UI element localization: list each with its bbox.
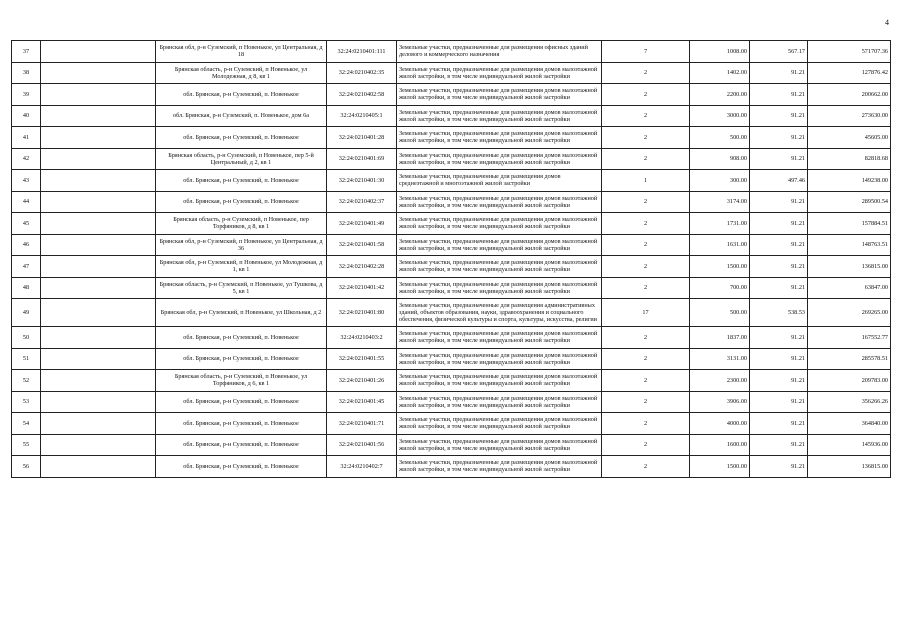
land-use-cell: Земельные участки, предназначенные для размещения офисных зданий делового и коммерческого назначения <box>397 41 602 63</box>
area-cell: 500.00 <box>690 299 750 327</box>
area-cell: 1008.00 <box>690 41 750 63</box>
page-number: 4 <box>885 18 889 27</box>
group-code-cell: 2 <box>602 234 690 256</box>
area-cell: 700.00 <box>690 277 750 299</box>
row-number-cell: 51 <box>12 348 41 370</box>
address-cell: обл. Брянская, р-н Суземский, п. Новенькое <box>156 327 327 349</box>
cadastral-value-cell: 269265.00 <box>808 299 891 327</box>
row-number-cell: 40 <box>12 105 41 127</box>
address-cell: обл. Брянская, р-н Суземский, п. Новенькое <box>156 191 327 213</box>
specific-value-cell: 91.21 <box>750 234 808 256</box>
cadastral-value-cell: 136815.00 <box>808 256 891 278</box>
cadastral-number-cell: 32:24:0210401:56 <box>327 434 397 456</box>
cadastral-value-cell: 200662.00 <box>808 84 891 106</box>
table-row <box>12 234 891 256</box>
address-cell: Брянская обл, р-н Суземский, п Новенькое, ул Молодежная, д 1, кв 1 <box>156 256 327 278</box>
empty-cell <box>41 299 156 327</box>
row-number-cell: 49 <box>12 299 41 327</box>
cadastral-value-cell: 571707.36 <box>808 41 891 63</box>
land-use-cell: Земельные участки, предназначенные для размещения домов малоэтажной жилой застройки, в том числе индивидуальной жилой застройки <box>397 84 602 106</box>
empty-cell <box>41 370 156 392</box>
table-row <box>12 256 891 278</box>
land-use-cell: Земельные участки, предназначенные для размещения домов малоэтажной жилой застройки, в том числе индивидуальной жилой застройки <box>397 127 602 149</box>
empty-cell <box>41 41 156 63</box>
area-cell: 1402.00 <box>690 62 750 84</box>
cadastral-value-cell: 127876.42 <box>808 62 891 84</box>
cadastral-number-cell: 32:24:0210403:2 <box>327 327 397 349</box>
area-cell: 4000.00 <box>690 413 750 435</box>
table-row <box>12 391 891 413</box>
specific-value-cell: 497.46 <box>750 170 808 192</box>
address-cell: обл. Брянская, р-н Суземский, п. Новенькое <box>156 391 327 413</box>
table-row <box>12 105 891 127</box>
land-use-cell: Земельные участки, предназначенные для размещения домов малоэтажной жилой застройки, в том числе индивидуальной жилой застройки <box>397 105 602 127</box>
cadastral-value-cell: 45605.00 <box>808 127 891 149</box>
table-row <box>12 84 891 106</box>
cadastral-number-cell: 32:24:0210402:58 <box>327 84 397 106</box>
land-use-cell: Земельные участки, предназначенные для размещения домов малоэтажной жилой застройки, в том числе индивидуальной жилой застройки <box>397 62 602 84</box>
group-code-cell: 2 <box>602 348 690 370</box>
land-use-cell: Земельные участки, предназначенные для размещения домов малоэтажной жилой застройки, в том числе индивидуальной жилой застройки <box>397 413 602 435</box>
address-cell: Брянская обл, р-н Суземский, п Новенькое, ул Центральная, д 36 <box>156 234 327 256</box>
cadastral-number-cell: 32:24:0210401:28 <box>327 127 397 149</box>
table-row <box>12 370 891 392</box>
row-number-cell: 38 <box>12 62 41 84</box>
row-number-cell: 48 <box>12 277 41 299</box>
specific-value-cell: 91.21 <box>750 348 808 370</box>
specific-value-cell: 567.17 <box>750 41 808 63</box>
cadastral-number-cell: 32:24:0210401:58 <box>327 234 397 256</box>
address-cell: обл. Брянская, р-н Суземский, п. Новенькое <box>156 170 327 192</box>
specific-value-cell: 91.21 <box>750 148 808 170</box>
address-cell: Брянская область, р-н Суземский, п Новенькое, ул Торфяников, д 6, кв 1 <box>156 370 327 392</box>
group-code-cell: 2 <box>602 84 690 106</box>
cadastral-value-cell: 63847.00 <box>808 277 891 299</box>
land-use-cell: Земельные участки, предназначенные для размещения домов малоэтажной жилой застройки, в том числе индивидуальной жилой застройки <box>397 191 602 213</box>
empty-cell <box>41 434 156 456</box>
cadastral-number-cell: 32:24:0210401:80 <box>327 299 397 327</box>
row-number-cell: 44 <box>12 191 41 213</box>
table-row <box>12 62 891 84</box>
group-code-cell: 17 <box>602 299 690 327</box>
row-number-cell: 47 <box>12 256 41 278</box>
group-code-cell: 2 <box>602 62 690 84</box>
land-use-cell: Земельные участки, предназначенные для размещения домов малоэтажной жилой застройки, в том числе индивидуальной жилой застройки <box>397 277 602 299</box>
address-cell: обл. Брянская, р-н Суземский, п. Новенькое <box>156 434 327 456</box>
row-number-cell: 54 <box>12 413 41 435</box>
cadastral-number-cell: 32:24:0210402:35 <box>327 62 397 84</box>
area-cell: 3131.00 <box>690 348 750 370</box>
cadastral-value-cell: 364840.00 <box>808 413 891 435</box>
land-use-cell: Земельные участки, предназначенные для размещения домов малоэтажной жилой застройки, в том числе индивидуальной жилой застройки <box>397 391 602 413</box>
address-cell: обл. Брянская, р-н Суземский, п. Новенькое <box>156 413 327 435</box>
table-row <box>12 348 891 370</box>
row-number-cell: 37 <box>12 41 41 63</box>
cadastral-value-cell: 148763.51 <box>808 234 891 256</box>
table-row <box>12 191 891 213</box>
empty-cell <box>41 413 156 435</box>
cadastral-number-cell: 32:24:0210402:7 <box>327 456 397 478</box>
empty-cell <box>41 234 156 256</box>
area-cell: 1837.00 <box>690 327 750 349</box>
specific-value-cell: 91.21 <box>750 391 808 413</box>
row-number-cell: 53 <box>12 391 41 413</box>
empty-cell <box>41 277 156 299</box>
address-cell: Брянская обл, р-н Суземский, п Новенькое, ул Школьная, д 2 <box>156 299 327 327</box>
address-cell: обл. Брянская, р-н Суземский, п. Новенькое <box>156 456 327 478</box>
area-cell: 1500.00 <box>690 256 750 278</box>
specific-value-cell: 91.21 <box>750 277 808 299</box>
table-row <box>12 299 891 327</box>
address-cell: Брянская область, р-н Суземский, п Новенькое, пер 5-й Центральный, д 2, кв 1 <box>156 148 327 170</box>
group-code-cell: 2 <box>602 370 690 392</box>
area-cell: 300.00 <box>690 170 750 192</box>
table-row <box>12 413 891 435</box>
empty-cell <box>41 127 156 149</box>
empty-cell <box>41 327 156 349</box>
empty-cell <box>41 148 156 170</box>
group-code-cell: 2 <box>602 434 690 456</box>
specific-value-cell: 91.21 <box>750 84 808 106</box>
empty-cell <box>41 256 156 278</box>
table-row <box>12 148 891 170</box>
land-use-cell: Земельные участки, предназначенные для размещения домов малоэтажной жилой застройки, в том числе индивидуальной жилой застройки <box>397 370 602 392</box>
specific-value-cell: 91.21 <box>750 256 808 278</box>
table-body <box>12 41 891 478</box>
group-code-cell: 2 <box>602 327 690 349</box>
cadastral-value-cell: 209783.00 <box>808 370 891 392</box>
land-use-cell: Земельные участки, предназначенные для размещения домов малоэтажной жилой застройки, в том числе индивидуальной жилой застройки <box>397 434 602 456</box>
cadastral-number-cell: 32:24:0210401:45 <box>327 391 397 413</box>
group-code-cell: 2 <box>602 191 690 213</box>
row-number-cell: 55 <box>12 434 41 456</box>
empty-cell <box>41 391 156 413</box>
cadastral-number-cell: 32:24:0210401:111 <box>327 41 397 63</box>
empty-cell <box>41 348 156 370</box>
group-code-cell: 2 <box>602 391 690 413</box>
table-row <box>12 327 891 349</box>
row-number-cell: 46 <box>12 234 41 256</box>
land-use-cell: Земельные участки, предназначенные для размещения домов малоэтажной жилой застройки, в том числе индивидуальной жилой застройки <box>397 348 602 370</box>
land-use-cell: Земельные участки, предназначенные для размещения домов малоэтажной жилой застройки, в том числе индивидуальной жилой застройки <box>397 327 602 349</box>
specific-value-cell: 91.21 <box>750 413 808 435</box>
area-cell: 3174.00 <box>690 191 750 213</box>
specific-value-cell: 91.21 <box>750 456 808 478</box>
cadastral-number-cell: 32:24:0210401:26 <box>327 370 397 392</box>
area-cell: 3000.00 <box>690 105 750 127</box>
specific-value-cell: 91.21 <box>750 434 808 456</box>
cadastral-value-cell: 167552.77 <box>808 327 891 349</box>
area-cell: 1731.00 <box>690 213 750 235</box>
cadastral-value-cell: 289500.54 <box>808 191 891 213</box>
area-cell: 3906.00 <box>690 391 750 413</box>
specific-value-cell: 91.21 <box>750 213 808 235</box>
cadastral-value-cell: 285578.51 <box>808 348 891 370</box>
specific-value-cell: 91.21 <box>750 105 808 127</box>
address-cell: обл. Брянская, р-н Суземский, п. Новенькое <box>156 84 327 106</box>
row-number-cell: 42 <box>12 148 41 170</box>
group-code-cell: 2 <box>602 277 690 299</box>
address-cell: Брянская область, р-н Суземский, п Новенькое, пер Торфяников, д 8, кв 1 <box>156 213 327 235</box>
land-use-cell: Земельные участки, предназначенные для размещения домов малоэтажной жилой застройки, в том числе индивидуальной жилой застройки <box>397 234 602 256</box>
specific-value-cell: 538.53 <box>750 299 808 327</box>
row-number-cell: 56 <box>12 456 41 478</box>
group-code-cell: 2 <box>602 213 690 235</box>
cadastral-value-cell: 145936.00 <box>808 434 891 456</box>
row-number-cell: 41 <box>12 127 41 149</box>
table-row <box>12 434 891 456</box>
address-cell: Брянская область, р-н Суземский, п Новенькое, ул Молодежная, д 8, кв 1 <box>156 62 327 84</box>
address-cell: Брянская область, р-н Суземский, п Новенькое, ул Тушкова, д 5, кв 1 <box>156 277 327 299</box>
area-cell: 1500.00 <box>690 456 750 478</box>
group-code-cell: 2 <box>602 256 690 278</box>
cadastral-value-cell: 149238.00 <box>808 170 891 192</box>
empty-cell <box>41 213 156 235</box>
land-use-cell: Земельные участки, предназначенные для размещения административных зданий, объектов образования, науки, здравоохранения и социального обеспечения, физической культуры и спорта, культуры, искусства, религии <box>397 299 602 327</box>
table-row <box>12 213 891 235</box>
empty-cell <box>41 191 156 213</box>
empty-cell <box>41 105 156 127</box>
empty-cell <box>41 456 156 478</box>
cadastral-value-cell: 157884.51 <box>808 213 891 235</box>
cadastral-value-cell: 82818.68 <box>808 148 891 170</box>
address-cell: Брянская обл, р-н Суземский, п Новенькое, ул Центральная, д 18 <box>156 41 327 63</box>
area-cell: 2300.00 <box>690 370 750 392</box>
cadastral-number-cell: 32:24:0210402:37 <box>327 191 397 213</box>
group-code-cell: 7 <box>602 41 690 63</box>
area-cell: 1600.00 <box>690 434 750 456</box>
empty-cell <box>41 170 156 192</box>
table-row <box>12 170 891 192</box>
row-number-cell: 52 <box>12 370 41 392</box>
empty-cell <box>41 62 156 84</box>
group-code-cell: 2 <box>602 456 690 478</box>
area-cell: 2200.00 <box>690 84 750 106</box>
group-code-cell: 2 <box>602 105 690 127</box>
cadastral-number-cell: 32:24:0210401:55 <box>327 348 397 370</box>
address-cell: обл. Брянская, р-н Суземский, п. Новенькое, дом 6а <box>156 105 327 127</box>
group-code-cell: 2 <box>602 127 690 149</box>
land-use-cell: Земельные участки, предназначенные для размещения домов малоэтажной жилой застройки, в том числе индивидуальной жилой застройки <box>397 148 602 170</box>
table-row <box>12 456 891 478</box>
group-code-cell: 2 <box>602 148 690 170</box>
cadastral-number-cell: 32:24:0210401:42 <box>327 277 397 299</box>
row-number-cell: 50 <box>12 327 41 349</box>
cadastral-value-cell: 356266.26 <box>808 391 891 413</box>
group-code-cell: 2 <box>602 413 690 435</box>
cadastral-number-cell: 32:24:0210401:71 <box>327 413 397 435</box>
land-use-cell: Земельные участки, предназначенные для размещения домов среднеэтажной и многоэтажной жилой застройки <box>397 170 602 192</box>
land-use-cell: Земельные участки, предназначенные для размещения домов малоэтажной жилой застройки, в том числе индивидуальной жилой застройки <box>397 256 602 278</box>
cadastral-value-table <box>11 40 891 478</box>
specific-value-cell: 91.21 <box>750 191 808 213</box>
land-use-cell: Земельные участки, предназначенные для размещения домов малоэтажной жилой застройки, в том числе индивидуальной жилой застройки <box>397 213 602 235</box>
cadastral-number-cell: 32:24:0210401:49 <box>327 213 397 235</box>
cadastral-number-cell: 32:24:0210405:1 <box>327 105 397 127</box>
land-use-cell: Земельные участки, предназначенные для размещения домов малоэтажной жилой застройки, в том числе индивидуальной жилой застройки <box>397 456 602 478</box>
table-row <box>12 41 891 63</box>
cadastral-number-cell: 32:24:0210401:30 <box>327 170 397 192</box>
table-row <box>12 277 891 299</box>
specific-value-cell: 91.21 <box>750 62 808 84</box>
empty-cell <box>41 84 156 106</box>
cadastral-value-cell: 273630.00 <box>808 105 891 127</box>
row-number-cell: 39 <box>12 84 41 106</box>
specific-value-cell: 91.21 <box>750 127 808 149</box>
row-number-cell: 45 <box>12 213 41 235</box>
address-cell: обл. Брянская, р-н Суземский, п. Новенькое <box>156 127 327 149</box>
area-cell: 500.00 <box>690 127 750 149</box>
specific-value-cell: 91.21 <box>750 370 808 392</box>
group-code-cell: 1 <box>602 170 690 192</box>
cadastral-number-cell: 32:24:0210402:28 <box>327 256 397 278</box>
address-cell: обл. Брянская, р-н Суземский, п. Новенькое <box>156 348 327 370</box>
cadastral-number-cell: 32:24:0210401:69 <box>327 148 397 170</box>
area-cell: 908.00 <box>690 148 750 170</box>
cadastral-value-cell: 136815.00 <box>808 456 891 478</box>
specific-value-cell: 91.21 <box>750 327 808 349</box>
area-cell: 1631.00 <box>690 234 750 256</box>
table-row <box>12 127 891 149</box>
row-number-cell: 43 <box>12 170 41 192</box>
